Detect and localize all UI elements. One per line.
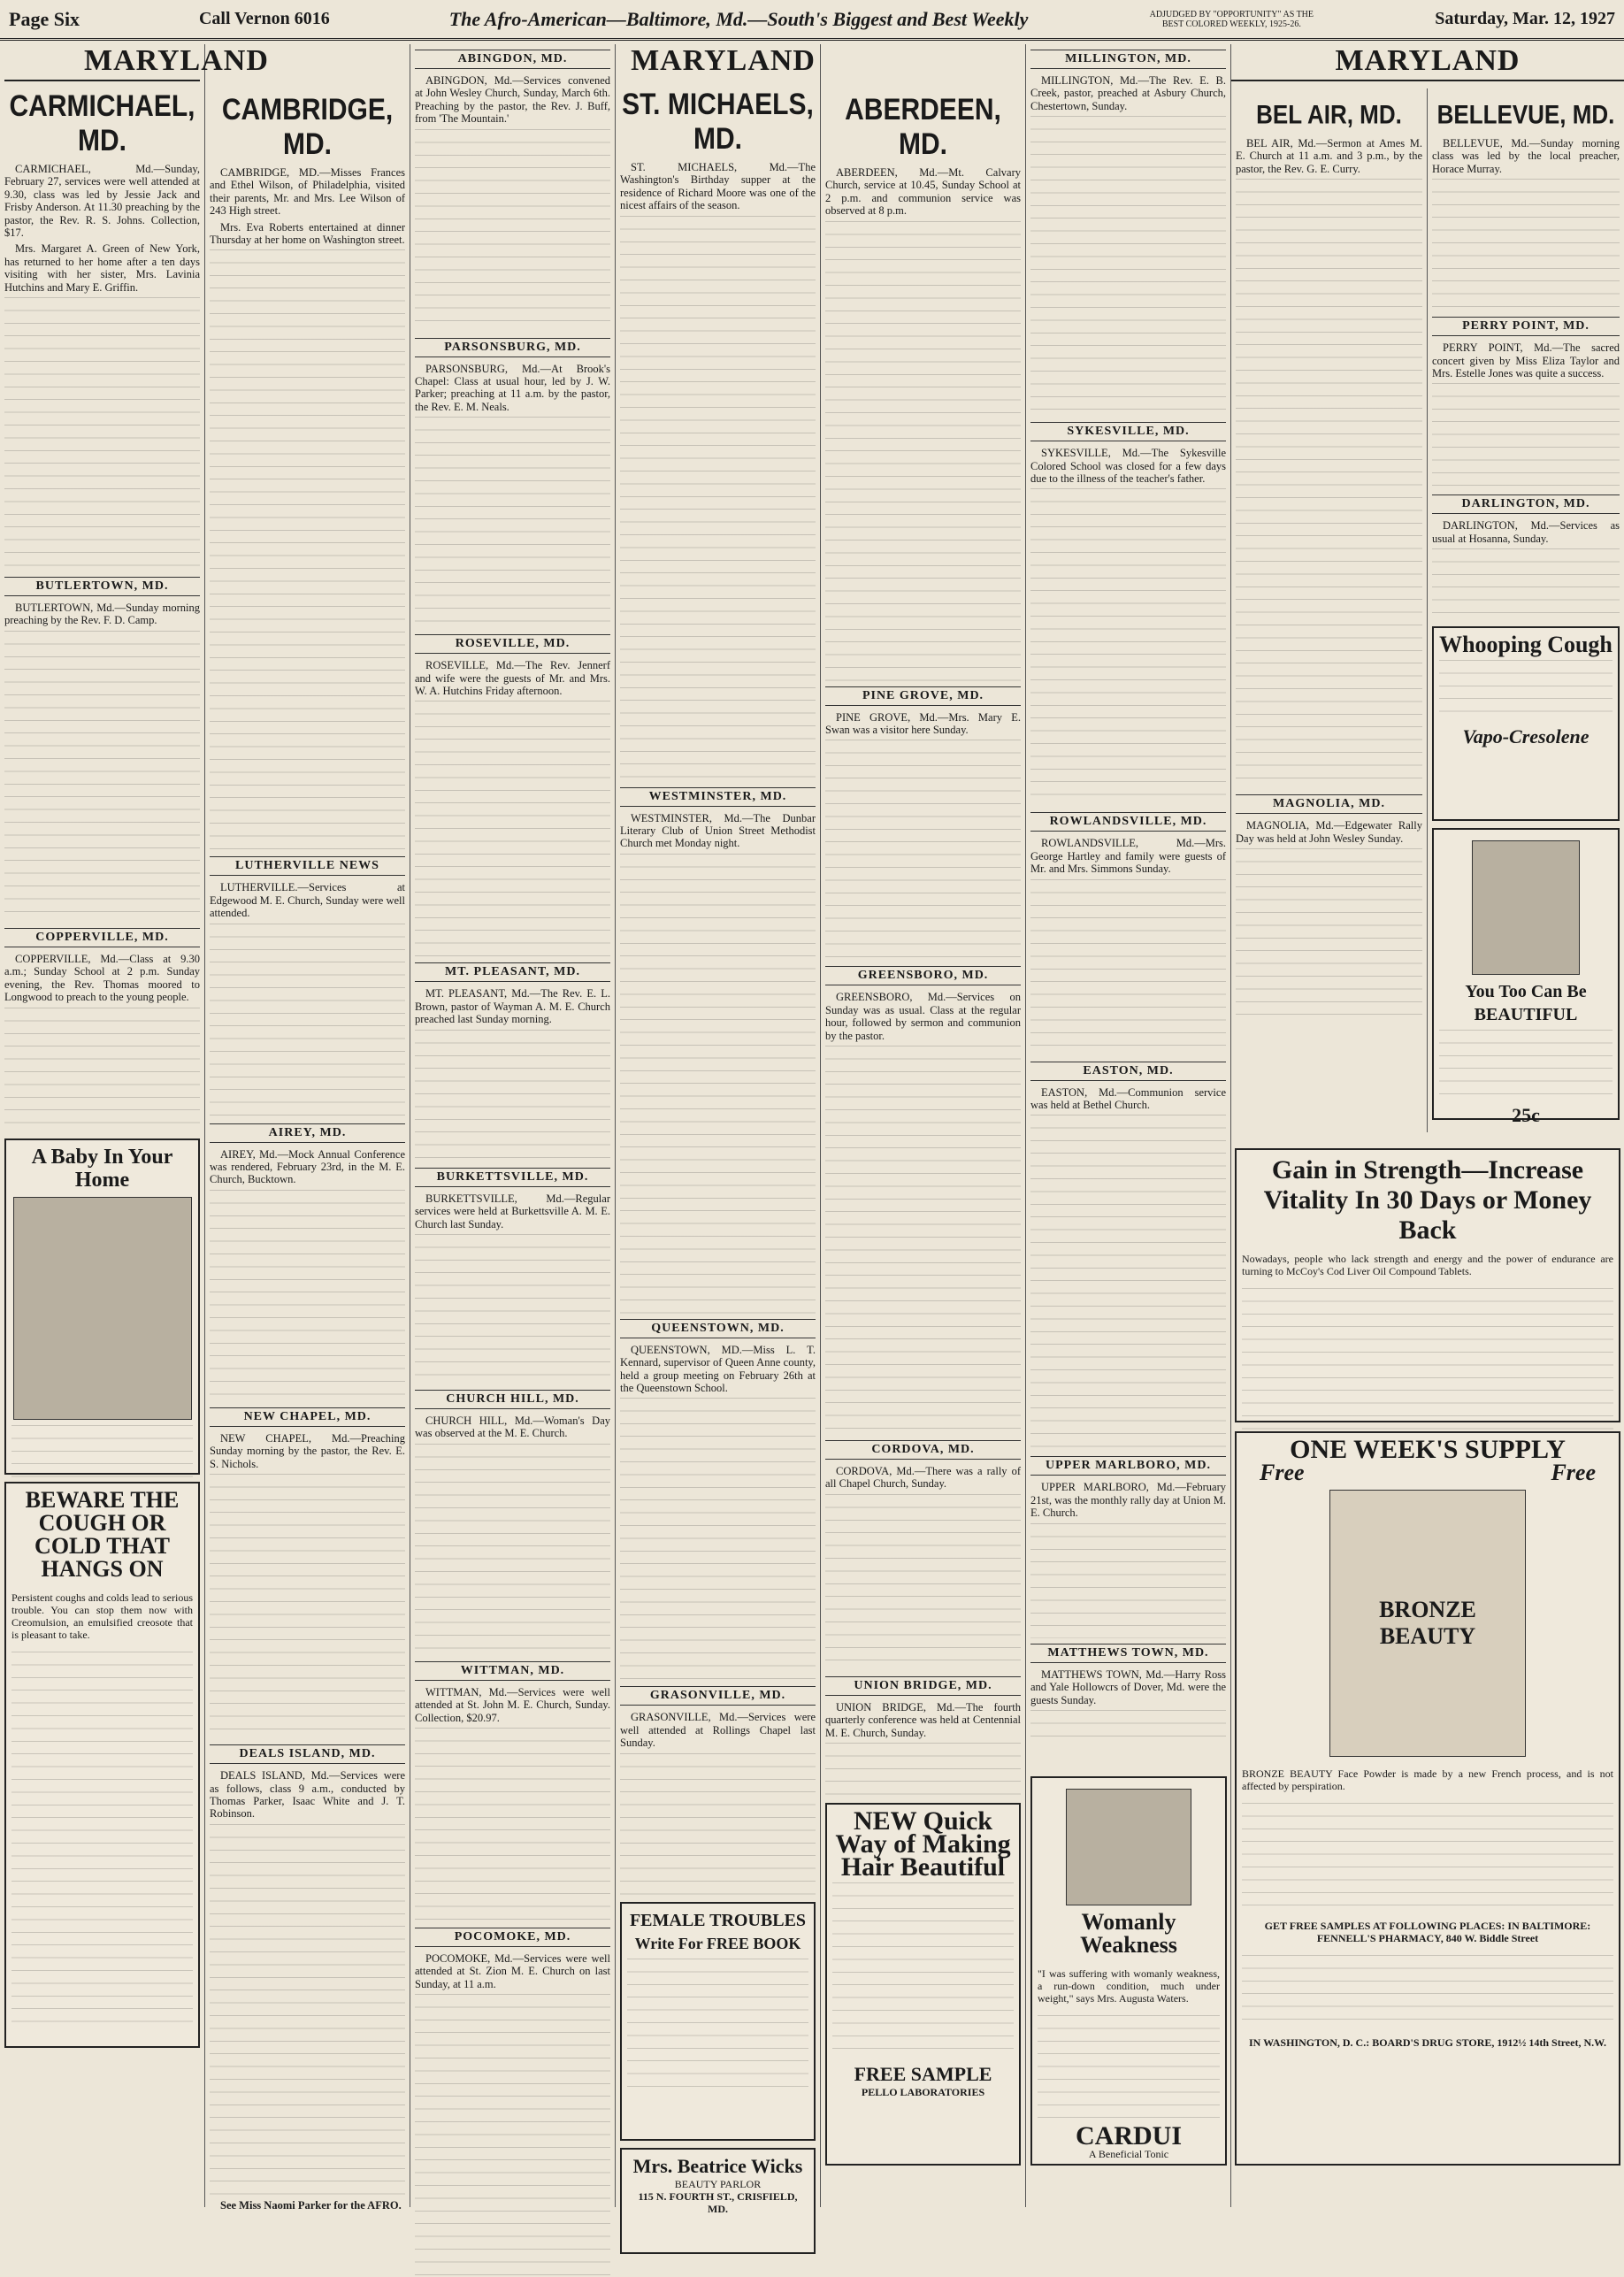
paper-title: The Afro-American—Baltimore, Md.—South's Biggest and Best Weekly (448, 7, 1029, 30)
text-block (1242, 1803, 1613, 1909)
beautiful-ad (1432, 828, 1620, 1127)
dateline: WESTMINSTER, MD. (620, 787, 816, 807)
dateline: CORDOVA, MD. (825, 1440, 1021, 1460)
text-block (415, 701, 610, 957)
story: AIREY, Md.—Mock Annual Conference was rendered, February 23rd, in the M. E. Church, Bucktown. (210, 1147, 405, 1186)
section-banner-left: MARYLAND (4, 44, 200, 81)
text-block (620, 1753, 816, 1895)
ad-title: Whooping Cough (1439, 632, 1613, 658)
town-heading: CAMBRIDGE, MD. (221, 92, 394, 161)
ad-title: Gain in Strength—Increase Vitality In 30 Days or Money Back (1263, 1155, 1592, 1245)
text-block (210, 924, 405, 1118)
dateline: MT. PLEASANT, MD. (415, 962, 610, 982)
issue-date: Saturday, Mar. 12, 1927 (1435, 9, 1615, 28)
text-block (1030, 1710, 1226, 1745)
cardui-brand: CARDUI (1076, 2121, 1182, 2150)
cardui-subtitle: A Beneficial Tonic (1088, 2148, 1169, 2160)
female-troubles-ad (620, 1902, 816, 2141)
text-block (415, 1728, 610, 1922)
vapo-brand: Vapo-Cresolene (1462, 725, 1590, 748)
story: MATTHEWS TOWN, Md.—Harry Ross and Yale Hollowcrs of Dover, Md. were the guests Sunday. (1030, 1668, 1226, 1706)
dateline: MILLINGTON, MD. (1030, 50, 1226, 69)
dateline: BUTLERTOWN, MD. (4, 577, 200, 596)
text-block (210, 1824, 405, 2196)
dateline: ROSEVILLE, MD. (415, 634, 610, 654)
text-block (415, 417, 610, 629)
bronze-beauty-ad (1235, 1431, 1620, 2166)
masthead (0, 0, 1624, 41)
parlor-type: BEAUTY PARLOR (674, 2177, 762, 2190)
free-label: Free (1551, 1460, 1596, 1485)
free-label: Free (1260, 1460, 1305, 1485)
ad-title: NEW Quick Way of Making Hair Beautiful (835, 1806, 1011, 1882)
story: CAMBRIDGE, MD.—Misses Frances and Ethel Wilson, of Philadelphia, visited their parents, Mr. and Mrs. Lee Wilson of 243 High street. (210, 166, 405, 218)
text-block (210, 1190, 405, 1402)
text-block (832, 1882, 1014, 2059)
story: GRASONVILLE, Md.—Services were well attended at Rollings Chapel last Sunday. (620, 1711, 816, 1750)
free-sample: FREE SAMPLE (854, 2063, 992, 2086)
column-5 (821, 44, 1026, 2207)
section-banner-right: MARYLAND (1231, 44, 1624, 81)
text-block (1439, 660, 1613, 722)
text-block (4, 1008, 200, 1131)
text-block (1038, 2015, 1220, 2121)
dateline: PARSONSBURG, MD. (415, 338, 610, 357)
text-block (1030, 116, 1226, 417)
dc-store: IN WASHINGTON, D. C.: BOARD'S DRUG STORE, 1912½ 14th Street, N.W. (1248, 2036, 1607, 2049)
parlor-owner: Mrs. Beatrice Wicks (632, 2154, 803, 2177)
text-block (825, 740, 1021, 961)
story: QUEENSTOWN, MD.—Miss L. T. Kennard, supervisor of Queen Anne county, held a group meeting on February 26th at the Queenstown School. (620, 1343, 816, 1395)
text-block (11, 1425, 193, 1487)
column-2 (205, 44, 410, 2212)
story: EASTON, Md.—Communion service was held at Bethel Church. (1030, 1085, 1226, 1112)
text-block (415, 129, 610, 333)
story: WITTMAN, Md.—Services were well attended at St. John M. E. Church, Sunday. Collection, $20.97. (415, 1685, 610, 1724)
text-block (1242, 1955, 1613, 2026)
ad-title: FEMALE TROUBLES (629, 1910, 807, 1930)
column-7 (1231, 88, 1428, 1132)
section-banner-center: MARYLAND (631, 44, 816, 77)
text-block (1432, 383, 1620, 489)
vapo-cresolene-ad (1432, 626, 1620, 821)
text-block (620, 854, 816, 1314)
page-number: Page Six (9, 7, 80, 30)
ad-price: 25c (1512, 1104, 1540, 1127)
column-4 (616, 44, 821, 2215)
story: BEL AIR, Md.—Sermon at Ames M. E. Church at 11 a.m. and 3 p.m., by the pastor, the Rev. G. E. Curry. (1236, 137, 1422, 175)
ad-title: BEWARE THE COUGH OR COLD THAT HANGS ON (25, 1486, 180, 1582)
column-1 (0, 44, 269, 2207)
text-block (415, 1994, 610, 2277)
ad-title: A Baby In Your Home (31, 1145, 173, 1192)
text-block (1236, 179, 1422, 789)
text-block (11, 1652, 193, 2023)
dateline: MAGNOLIA, MD. (1236, 794, 1422, 814)
text-block (825, 1743, 1021, 1796)
story: See Miss Naomi Parker for the AFRO. (220, 2198, 402, 2212)
mother-child-illustration (13, 1197, 192, 1420)
dateline: EASTON, MD. (1030, 1062, 1226, 1081)
dateline: UPPER MARLBORO, MD. (1030, 1456, 1226, 1476)
story: ABINGDON, Md.—Services convened at John Wesley Church, Sunday, March 6th. Preaching by the pastor, the Rev. J. Buff, from 'The Mountain.' (415, 74, 610, 126)
column-8 (1428, 88, 1624, 1132)
text-block (415, 1234, 610, 1384)
dateline: ABINGDON, MD. (415, 50, 610, 69)
ad-body: BRONZE BEAUTY Face Powder is made by a new French process, and is not affected by perspiration. (1242, 1767, 1613, 1792)
ad-body: "I was suffering with womanly weakness, a run-down condition, much under weight," says Mrs. Augusta Waters. (1038, 1967, 1220, 2005)
story: CARMICHAEL, Md.—Sunday, February 27, services were well attended at 9.30, class was led by Jessie Jack and Frisby Anderson. At 11.30 preaching by the pastor, the Rev. R. S. Johns. Collection, $17. (4, 163, 200, 240)
dateline: GREENSBORO, MD. (825, 966, 1021, 985)
text-block (825, 1046, 1021, 1435)
phone-number: Call Vernon 6016 (198, 9, 330, 28)
dateline: CHURCH HILL, MD. (415, 1390, 610, 1409)
mccoy-ad (1235, 1148, 1620, 1422)
dateline: PERRY POINT, MD. (1432, 317, 1620, 336)
story: PERRY POINT, Md.—The sacred concert given by Miss Eliza Taylor and Mrs. Estelle Jones was quite a success. (1432, 341, 1620, 380)
baby-ad (4, 1138, 200, 1475)
story: ABERDEEN, Md.—Mt. Calvary Church, service at 10.45, Sunday School at 2 p.m. and communion service was observed at 8 p.m. (825, 166, 1021, 218)
dateline: SYKESVILLE, MD. (1030, 422, 1226, 441)
dateline: BURKETTSVILLE, MD. (415, 1168, 610, 1187)
story: ROSEVILLE, Md.—The Rev. Jennerf and wife were the guests of Mr. and Mrs. W. A. Hutchins Friday afternoon. (415, 659, 610, 698)
story: Mrs. Margaret A. Green of New York, has returned to her home after a ten days visiting with her sister, Mrs. Lavinia Hutchins and Mary E. Griffin. (4, 242, 200, 294)
text-block (620, 216, 816, 782)
story: UNION BRIDGE, Md.—The fourth quarterly conference was held at Centennial M. E. Church, Sunday. (825, 1700, 1021, 1739)
story: PINE GROVE, Md.—Mrs. Mary E. Swan was a visitor here Sunday. (825, 710, 1021, 737)
story: DARLINGTON, Md.—Services as usual at Hosanna, Sunday. (1432, 519, 1620, 545)
dateline: MATTHEWS TOWN, MD. (1030, 1644, 1226, 1663)
ad-title: Womanly Weakness (1080, 1909, 1177, 1958)
text-block (1030, 1523, 1226, 1638)
dateline: WITTMAN, MD. (415, 1661, 610, 1681)
text-block (415, 1030, 610, 1162)
dateline: AIREY, MD. (210, 1123, 405, 1143)
dateline: QUEENSTOWN, MD. (620, 1319, 816, 1338)
story: CHURCH HILL, Md.—Woman's Day was observed at the M. E. Church. (415, 1414, 610, 1440)
dateline: DARLINGTON, MD. (1432, 494, 1620, 514)
hair-ad (825, 1803, 1021, 2166)
store-list: GET FREE SAMPLES AT FOLLOWING PLACES: IN BALTIMORE: FENNELL'S PHARMACY, 840 W. Biddle Street (1264, 1920, 1591, 1944)
town-heading: BELLEVUE, MD. (1436, 98, 1615, 130)
text-block (4, 297, 200, 571)
dateline: POCOMOKE, MD. (415, 1928, 610, 1947)
woman-portrait (1066, 1789, 1191, 1905)
text-block (1236, 848, 1422, 1025)
story: Mrs. Eva Roberts entertained at dinner Thursday at her home on Washington street. (210, 220, 405, 247)
story: BURKETTSVILLE, Md.—Regular services were held at Burkettsville A. M. E. Church last Sunday. (415, 1192, 610, 1230)
text-block (1432, 548, 1620, 619)
ad-title: ONE WEEK'S SUPPLY (1290, 1435, 1566, 1464)
story: ST. MICHAELS, Md.—The Washington's Birthday supper at the residence of Richard Moore was one of the nicest affairs of the season. (620, 161, 816, 212)
dateline: GRASONVILLE, MD. (620, 1686, 816, 1706)
text-block (1439, 1030, 1613, 1100)
woman-portrait (1472, 840, 1580, 975)
story: CORDOVA, Md.—There was a rally of all Chapel Church, Sunday. (825, 1465, 1021, 1491)
text-block (627, 1959, 808, 2091)
parlor-address: 115 N. FOURTH ST., CRISFIELD, MD. (638, 2189, 798, 2215)
text-block (1030, 1115, 1226, 1451)
text-block (210, 249, 405, 851)
story: BUTLERTOWN, Md.—Sunday morning preaching by the Rev. F. D. Camp. (4, 602, 200, 627)
ad-body: Persistent coughs and colds lead to serious trouble. You can stop them now with Creomulsion, an emulsified creosote that is pleasant to take. (11, 1591, 193, 1641)
story: MILLINGTON, Md.—The Rev. E. B. Creek, pastor, preached at Asbury Church, Chestertown, Sunday. (1030, 74, 1226, 112)
ad-company: PELLO LABORATORIES (861, 2086, 985, 2099)
dateline: PINE GROVE, MD. (825, 686, 1021, 706)
beauty-parlor-ad (620, 2148, 816, 2254)
adjudged-note: ADJUDGED BY "OPPORTUNITY" AS THE BEST COLORED WEEKLY, 1925-26. (1149, 9, 1314, 29)
ad-subtitle: Write For FREE BOOK (634, 1934, 801, 1952)
text-block (210, 1474, 405, 1739)
story: MT. PLEASANT, Md.—The Rev. E. L. Brown, pastor of Wayman A. M. E. Church preached last Sunday morning. (415, 987, 610, 1026)
story: NEW CHAPEL, Md.—Preaching Sunday morning by the pastor, the Rev. E. S. Nichols. (210, 1431, 405, 1470)
text-block (1432, 179, 1620, 311)
text-block (4, 631, 200, 923)
town-heading: CARMICHAEL, MD. (9, 88, 195, 157)
text-block (1242, 1288, 1613, 1430)
story: COPPERVILLE, Md.—Class at 9.30 a.m.; Sunday School at 2 p.m. Sunday evening, the Rev. Thomas moored to Longwood to preach to the young people. (4, 952, 200, 1004)
story: POCOMOKE, Md.—Services were well attended at St. Zion M. E. Church on last Sunday, at 11 a.m. (415, 1951, 610, 1990)
town-heading: ABERDEEN, MD. (845, 92, 1001, 161)
text-block (620, 1398, 816, 1681)
powder-box-illustration (1329, 1490, 1526, 1757)
dateline: COPPERVILLE, MD. (4, 928, 200, 947)
bronze-brand: BRONZE BEAUTY (1379, 1597, 1476, 1649)
dateline: DEALS ISLAND, MD. (210, 1744, 405, 1764)
text-block (825, 221, 1021, 681)
story: MAGNOLIA, Md.—Edgewater Rally Day was held at John Wesley Sunday. (1236, 819, 1422, 845)
town-heading: ST. MICHAELS, MD. (622, 87, 814, 156)
story: BELLEVUE, Md.—Sunday morning class was led by the local preacher, Horace Murray. (1432, 137, 1620, 175)
text-block (1030, 488, 1226, 807)
creomulsion-ad (4, 1482, 200, 2048)
ad-body: Nowadays, people who lack strength and energy and the power of endurance are turning to McCoy's Cod Liver Oil Compound Tablets. (1242, 1253, 1613, 1277)
column-3 (410, 44, 616, 2207)
text-block (825, 1494, 1021, 1671)
dateline: UNION BRIDGE, MD. (825, 1676, 1021, 1696)
text-block (1030, 879, 1226, 1056)
dateline: ROWLANDSVILLE, MD. (1030, 812, 1226, 832)
cardui-ad (1030, 1776, 1227, 2166)
story: LUTHERVILLE.—Services at Edgewood M. E. Church, Sunday were well attended. (210, 881, 405, 920)
story: UPPER MARLBORO, Md.—February 21st, was the monthly rally day at Union M. E. Church. (1030, 1481, 1226, 1520)
story: GREENSBORO, Md.—Services on Sunday was as usual. Class at the regular hour, followed by sermon and communion by the pastor. (825, 991, 1021, 1042)
dateline: NEW CHAPEL, MD. (210, 1407, 405, 1427)
text-block (415, 1444, 610, 1656)
story: DEALS ISLAND, Md.—Services were as follows, class 9 a.m., conducted by Thomas Parker, Isaac White and J. T. Robinson. (210, 1769, 405, 1821)
story: WESTMINSTER, Md.—The Dunbar Literary Club of Union Street Methodist Church met Monday night. (620, 811, 816, 850)
ad-title: You Too Can Be BEAUTIFUL (1465, 982, 1587, 1025)
town-heading: BEL AIR, MD. (1256, 98, 1402, 130)
story: SYKESVILLE, Md.—The Sykesville Colored School was closed for a few days due to the illness of the teacher's father. (1030, 447, 1226, 486)
story: ROWLANDSVILLE, Md.—Mrs. George Hartley and family were guests of Mr. and Mrs. Simmons Sunday. (1030, 837, 1226, 876)
story: PARSONSBURG, Md.—At Brook's Chapel: Class at usual hour, led by J. W. Parker; preaching at 11 a.m. by the pastor, the Rev. E. M. Neals. (415, 362, 610, 413)
dateline: LUTHERVILLE NEWS (210, 856, 405, 876)
